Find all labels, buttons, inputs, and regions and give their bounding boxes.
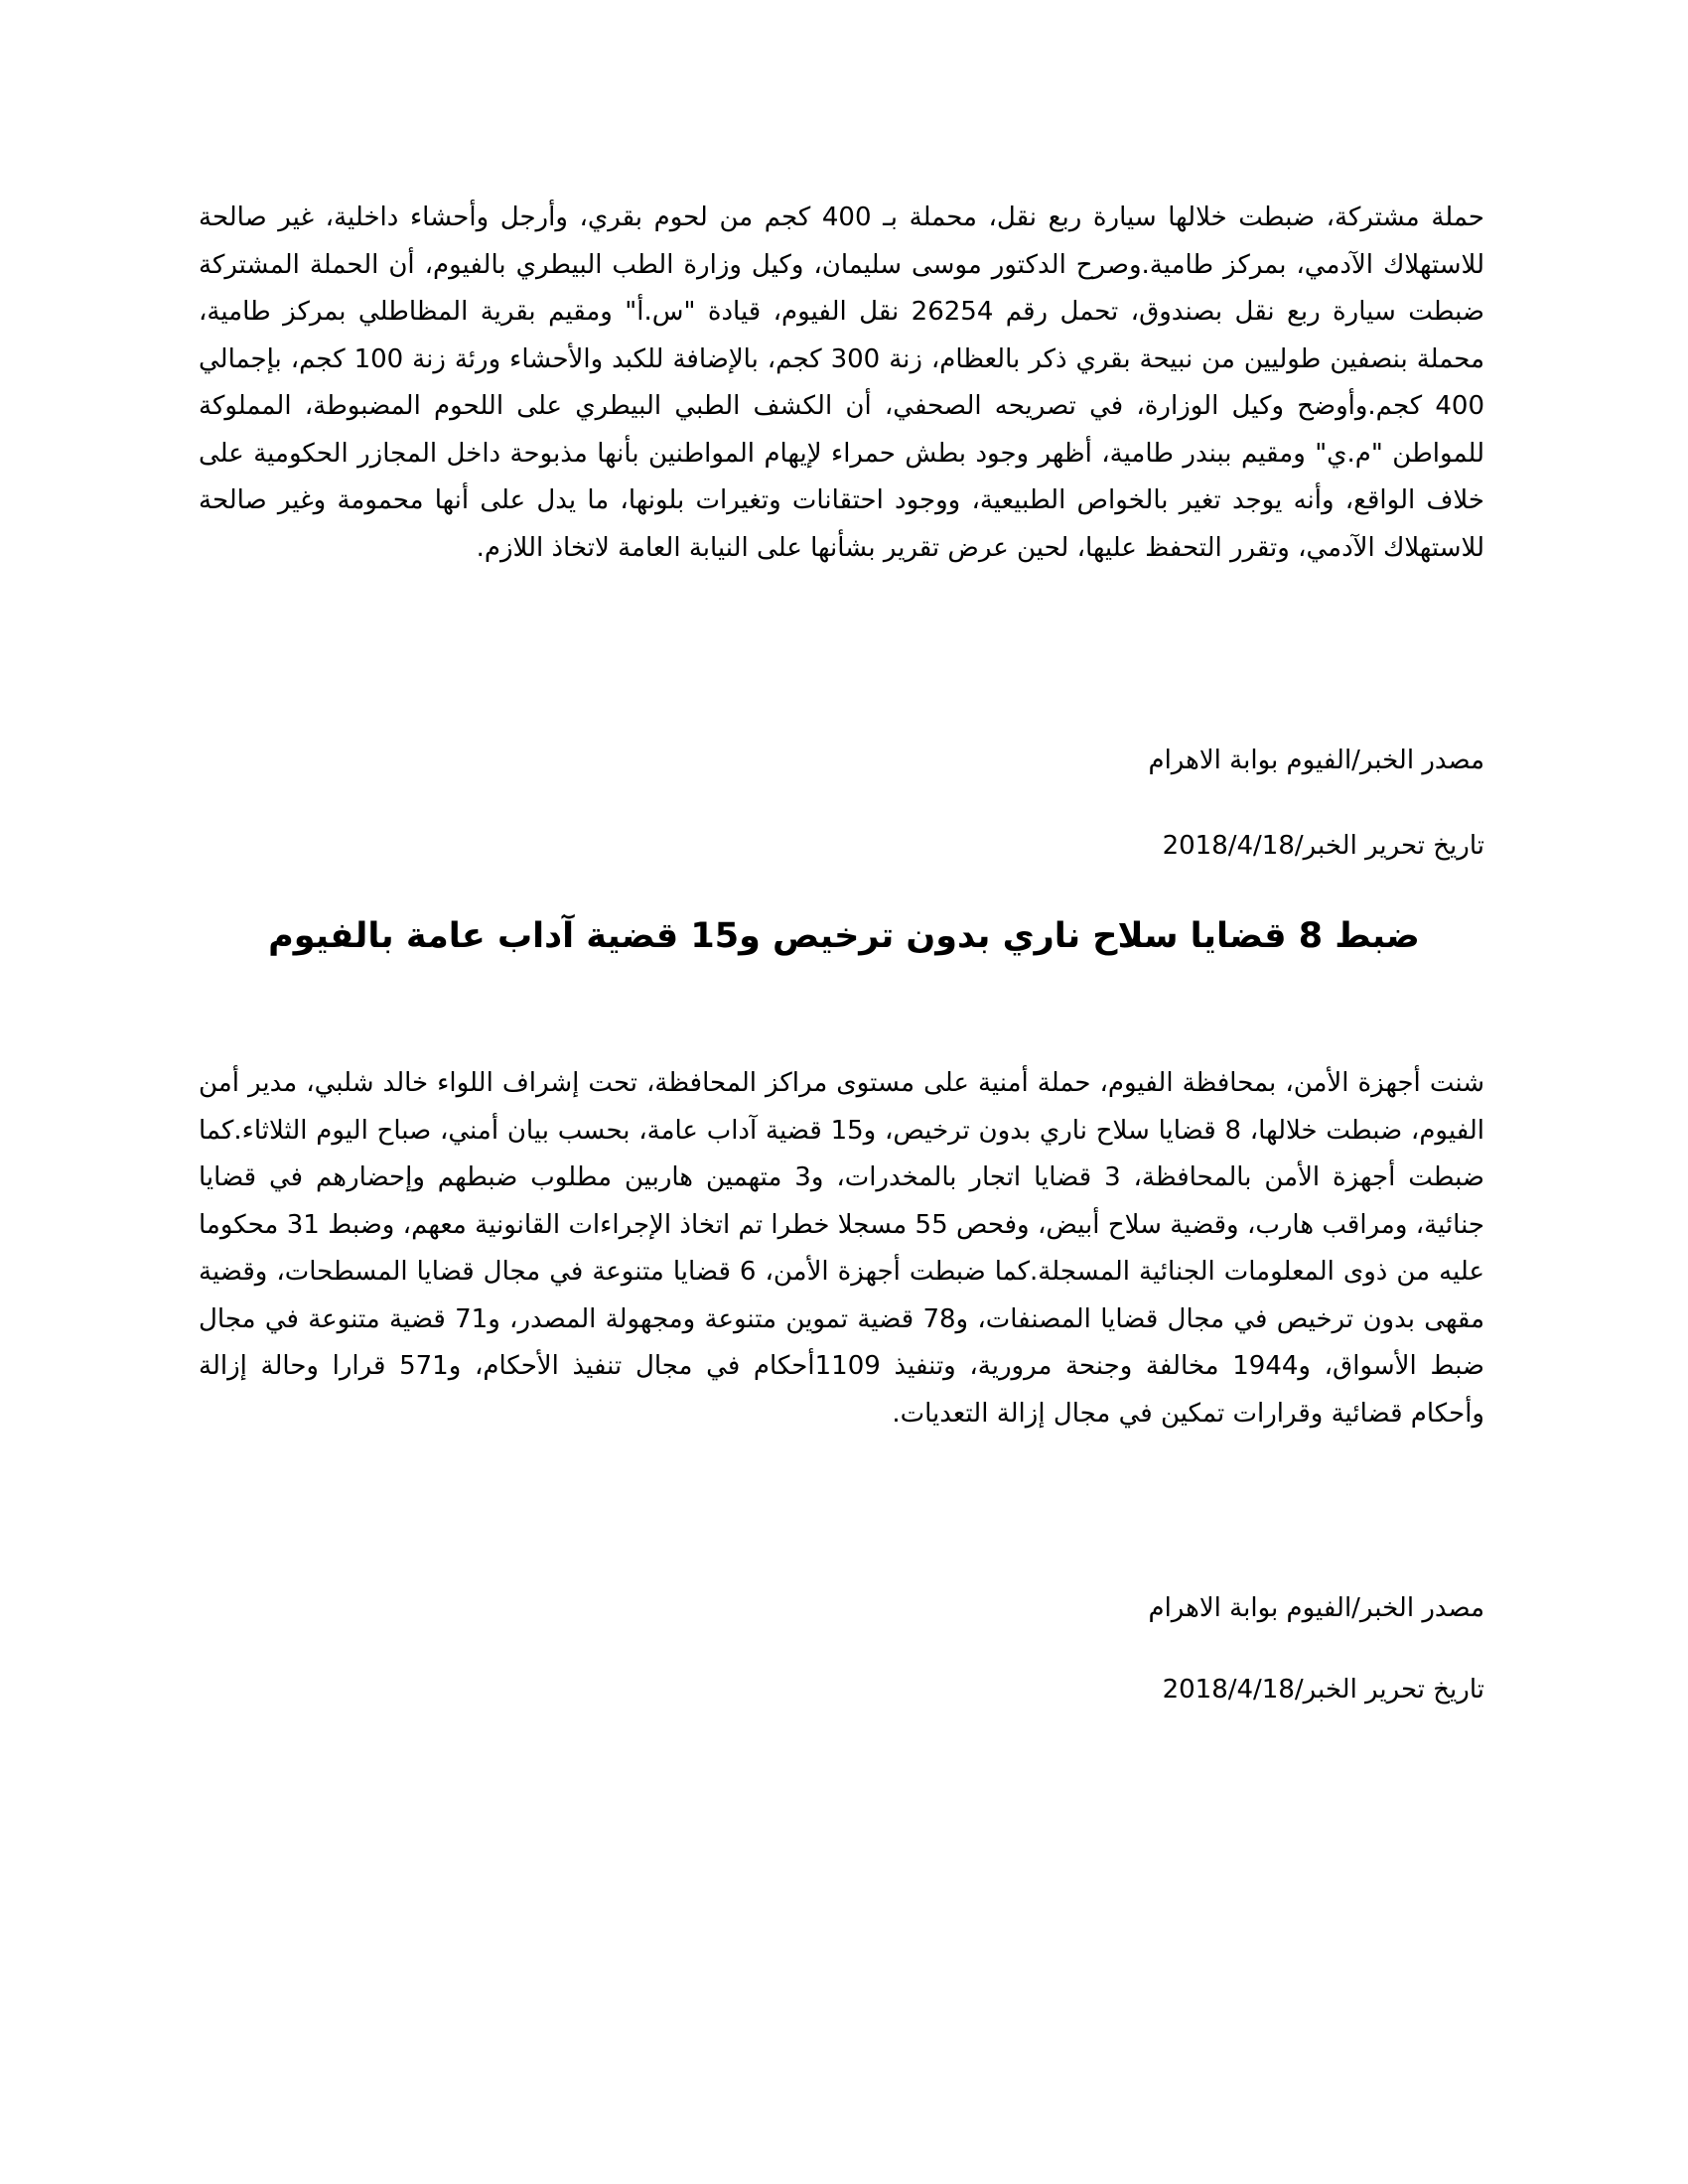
article-2-date: تاريخ تحرير الخبر/2018/4/18	[1162, 1675, 1484, 1705]
article-1-source: مصدر الخبر/الفيوم بوابة الاهرام	[1148, 746, 1484, 775]
article-2-body: شنت أجهزة الأمن، بمحافظة الفيوم، حملة أمنية على مستوى مراكز المحافظة، تحت إشراف اللواء خالد شلبي، مدير أمن الفيوم، ضبطت خلالها، 8 قضايا سلاح ناري بدون ترخيص، و15 قضية آداب عامة، بحسب بيان أمني، صباح اليوم الثلاثاء.كما ضبطت أجهزة الأمن بالمحافظة، 3 قضايا اتجار بالمخدرات، و3 متهمين هاربين مطلوب ضبطهم وإحضارهم في قضايا جنائية، ومراقب هارب، وقضية سلاح أبيض، وفحص 55 مسجلا خطرا تم اتخاذ الإجراءات القانونية معهم، وضبط 31 محكوما عليه من ذوى المعلومات الجنائية المسجلة.كما ضبطت أجهزة الأمن، 6 قضايا متنوعة في مجال قضايا المسطحات، وقضية مقهى بدون ترخيص في مجال قضايا المصنفات، و78 قضية تموين متنوعة ومجهولة المصدر، و71 قضية متنوعة في مجال ضبط الأسواق، و1944 مخالفة وجنحة مرورية، وتنفيذ 1109أحكام في مجال تنفيذ الأحكام، و571 قرارا وحالة إزالة وأحكام قضائية وقرارات تمكين في مجال إزالة التعديات.	[199, 1068, 1485, 1429]
article-2-source: مصدر الخبر/الفيوم بوابة الاهرام	[1148, 1593, 1484, 1623]
article-2-headline: ضبط 8 قضايا سلاح ناري بدون ترخيص و15 قضية آداب عامة بالفيوم	[268, 916, 1420, 956]
article-1-date: تاريخ تحرير الخبر/2018/4/18	[1162, 831, 1484, 861]
article-1-body: حملة مشتركة، ضبطت خلالها سيارة ربع نقل، محملة بـ 400 كجم من لحوم بقري، وأرجل وأحشاء داخلية، غير صالحة للاستهلاك الآدمي، بمركز طامية.وصرح الدكتور موسى سليمان، وكيل وزارة الطب البيطري بالفيوم، أن الحملة المشتركة ضبطت سيارة ربع نقل بصندوق، تحمل رقم 26254 نقل الفيوم، قيادة "س.أ" ومقيم بقرية المظاطلي بمركز طامية، محملة بنصفين طوليين من نبيحة بقري ذكر بالعظام، زنة 300 كجم، بالإضافة للكبد والأحشاء ورئة زنة 100 كجم، بإجمالي 400 كجم.وأوضح وكيل الوزارة، في تصريحه الصحفي، أن الكشف الطبي البيطري على اللحوم المضبوطة، المملوكة للمواطن "م.ي" ومقيم ببندر طامية، أظهر وجود بطش حمراء لإيهام المواطنين بأنها مذبوحة داخل المجازر الحكومية على خلاف الواقع، وأنه يوجد تغير بالخواص الطبيعية، ووجود احتقانات وتغيرات بلونها، ما يدل على أنها محمومة وغير صالحة للاستهلاك الآدمي، وتقرر التحفظ عليها، لحين عرض تقرير بشأنها على النيابة العامة لاتخاذ اللازم.	[199, 203, 1484, 563]
